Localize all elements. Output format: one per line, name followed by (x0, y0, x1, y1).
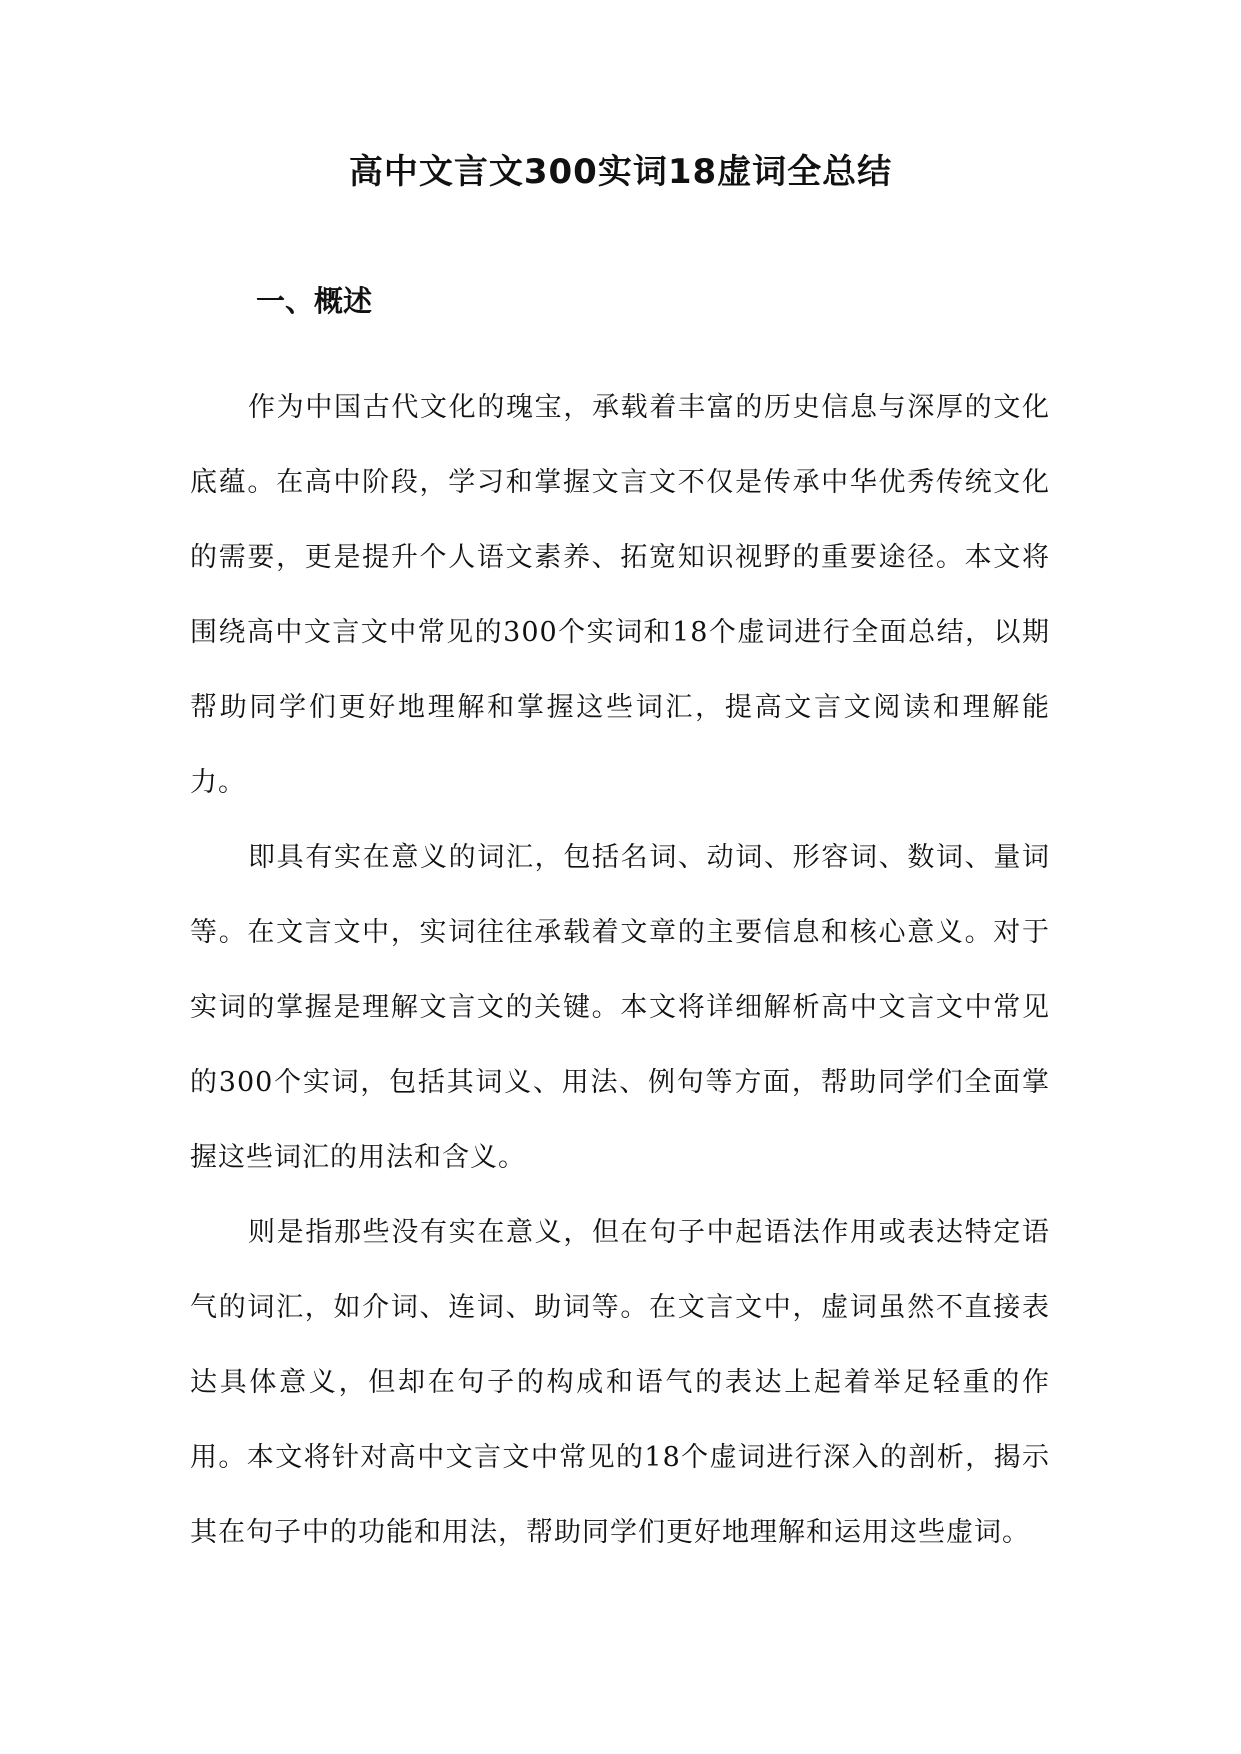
paragraph-intro: 作为中国古代文化的瑰宝，承载着丰富的历史信息与深厚的文化底蕴。在高中阶段，学习和掌握文言文不仅是传承中华优秀传统文化的需要，更是提升个人语文素养、拓宽知识视野的重要途径。本文将围绕高中文言文中常见的300个实词和18个虚词进行全面总结，以期帮助同学们更好地理解和掌握这些词汇，提高文言文阅读和理解能力。 (190, 392, 1050, 798)
paragraph-content-words: 即具有实在意义的词汇，包括名词、动词、形容词、数词、量词等。在文言文中，实词往往承载着文章的主要信息和核心意义。对于实词的掌握是理解文言文的关键。本文将详细解析高中文言文中常见的300个实词，包括其词义、用法、例句等方面，帮助同学们全面掌握这些词汇的用法和含义。 (190, 842, 1050, 1173)
paragraph-function-words: 则是指那些没有实在意义，但在句子中起语法作用或表达特定语气的词汇，如介词、连词、助词等。在文言文中，虚词虽然不直接表达具体意义，但却在句子的构成和语气的表达上起着举足轻重的作用。本文将针对高中文言文中常见的18个虚词进行深入的剖析，揭示其在句子中的功能和用法，帮助同学们更好地理解和运用这些虚词。 (190, 1217, 1050, 1548)
section-body (190, 370, 1050, 1570)
section-heading-overview: 一、概述 (256, 284, 373, 318)
document-title: 高中文言文300实词18虚词全总结 (348, 152, 893, 192)
